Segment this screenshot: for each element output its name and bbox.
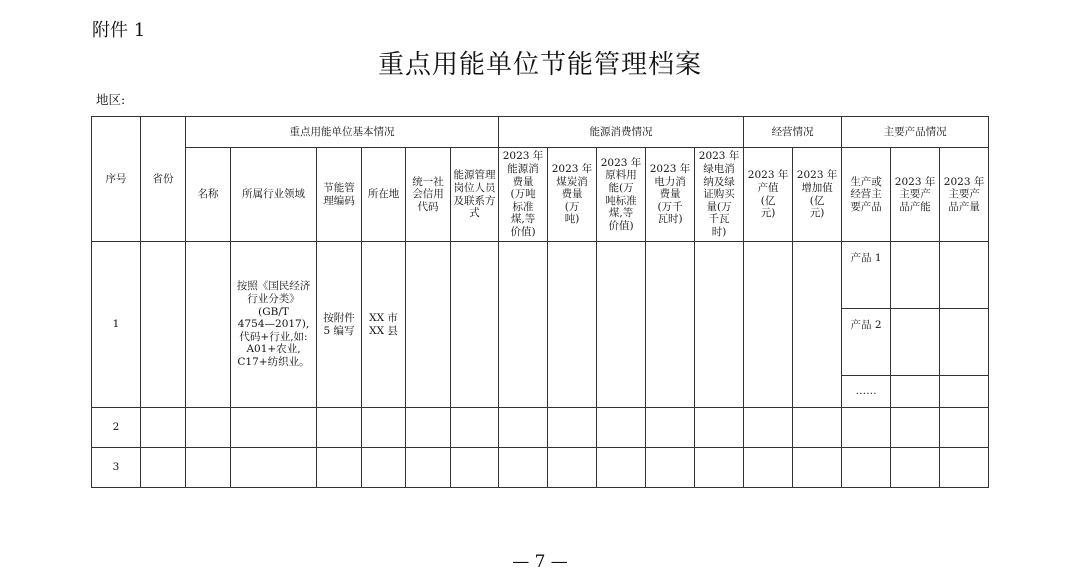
row-added-value <box>793 242 842 408</box>
province-header: 省份 <box>141 117 186 242</box>
group-header-basic: 重点用能单位基本情况 <box>186 117 499 148</box>
col-header-added-value: 2023 年 增加值 (亿 元) <box>793 148 842 242</box>
col-header-name: 名称 <box>186 148 231 242</box>
col-header-product-capacity: 2023 年 主要产 品产能 <box>891 148 940 242</box>
row-name <box>186 242 231 408</box>
row-energy-manager <box>451 242 499 408</box>
document-title: 重点用能单位节能管理档案 <box>377 50 702 80</box>
col-header-total-energy: 2023 年 能源消 费量 (万吨 标准 煤,等 价值) <box>499 148 548 242</box>
col-header-feedstock-energy: 2023 年 原料用 能(万 吨标准 煤,等 价值) <box>597 148 646 242</box>
group-header-energy: 能源消费情况 <box>499 117 744 148</box>
col-header-credit-code: 统一社会信用代码 <box>406 148 451 242</box>
attachment-label: 附件 1 <box>92 20 146 41</box>
row-coal <box>548 242 597 408</box>
col-header-location: 所在地 <box>362 148 406 242</box>
row-seq: 3 <box>92 448 141 488</box>
table-row <box>92 242 989 309</box>
product-1-output <box>940 242 989 309</box>
group-header-business: 经营情况 <box>744 117 842 148</box>
row-seq: 2 <box>92 408 141 448</box>
row-feedstock-energy <box>597 242 646 408</box>
row-credit-code <box>406 242 451 408</box>
row-province <box>141 242 186 408</box>
product-2-name: 产品 2 <box>842 309 891 376</box>
row-industry: 按照《国民经济 行业分类》 (GB/T 4754—2017), 代码+行业,如: A01+农业, C17+纺织业。 <box>231 242 317 408</box>
table-row <box>92 448 989 488</box>
row-electricity <box>646 242 695 408</box>
col-header-electricity: 2023 年 电力消 费量 (万千 瓦时) <box>646 148 695 242</box>
product-more-output <box>940 376 989 408</box>
row-location: XX 市 XX 县 <box>362 242 406 408</box>
row-total-energy <box>499 242 548 408</box>
col-header-energy-manager: 能源管理岗位人员及联系方式 <box>451 148 499 242</box>
product-1-name: 产品 1 <box>842 242 891 309</box>
product-2-output <box>940 309 989 376</box>
col-header-green-power: 2023 年 绿电消 纳及绿 证购买 量(万 千瓦 时) <box>695 148 744 242</box>
product-more-ellipsis: …… <box>842 376 891 408</box>
row-seq: 1 <box>92 242 141 408</box>
row-energy-code: 按附件 5 编写 <box>317 242 362 408</box>
col-header-coal: 2023 年 煤炭消 费量 (万 吨) <box>548 148 597 242</box>
col-header-main-products: 生产或 经营主 要产品 <box>842 148 891 242</box>
table-row <box>92 408 989 448</box>
page-number: — 7 — <box>512 552 568 572</box>
col-header-output-value: 2023 年 产值 (亿 元) <box>744 148 793 242</box>
col-header-product-output: 2023 年 主要产 品产量 <box>940 148 989 242</box>
row-green-power <box>695 242 744 408</box>
product-1-capacity <box>891 242 940 309</box>
col-header-energy-code: 节能管理编码 <box>317 148 362 242</box>
energy-archive-table <box>91 116 989 488</box>
product-more-capacity <box>891 376 940 408</box>
seq-header: 序号 <box>92 117 141 242</box>
region-label: 地区: <box>96 92 126 107</box>
group-header-products: 主要产品情况 <box>842 117 989 148</box>
col-header-industry: 所属行业领域 <box>231 148 317 242</box>
product-2-capacity <box>891 309 940 376</box>
row-output-value <box>744 242 793 408</box>
